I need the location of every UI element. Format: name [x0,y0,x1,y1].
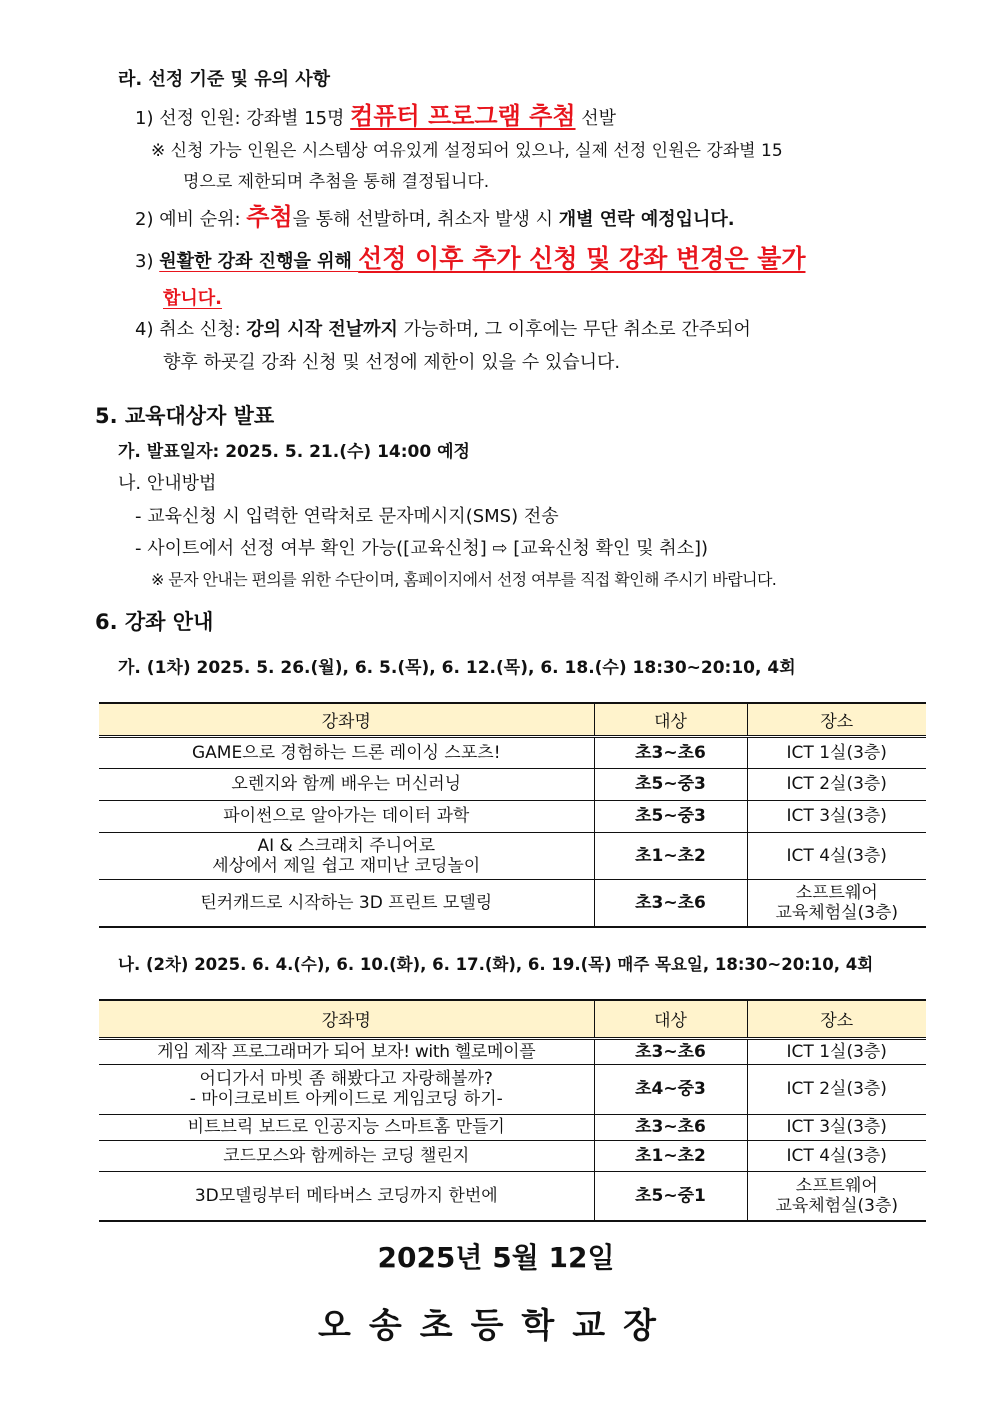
announce-date: 가. 발표일자: 2025. 5. 21.(수) 14:00 예정 [118,442,470,462]
course-name: 게임 제작 프로그래머가 되어 보자! with 헬로메이플 [99,1038,594,1064]
course-target: 초4~중3 [594,1064,747,1114]
item-2-prefix: 2) 예비 순위: [135,209,247,230]
session-1-title: 가. (1차) 2025. 5. 26.(월), 6. 5.(목), 6. 12.(목), 6. 18.(수) 18:30~20:10, 4회 [118,658,796,678]
course-target: 초1~초2 [594,1140,747,1171]
item-3-highlight: 선정 이후 추가 신청 및 강좌 변경은 불가 [358,244,806,273]
course-name-line2: 세상에서 제일 쉽고 재미난 코딩놀이 [212,855,481,876]
course-name-line1: AI & 스크래치 주니어로 [257,835,435,856]
course-place: ICT 3실(3층) [747,800,926,832]
note-1-line1: ※ 신청 가능 인원은 시스템상 여유있게 설정되어 있으나, 실제 선정 인원은 강좌별 15 [151,141,783,161]
table-row [99,1171,926,1221]
table-row [99,1038,926,1064]
course-place [747,879,926,927]
item-2-bold: 개별 연락 예정입니다. [558,209,735,230]
item-4-bold: 강의 시작 전날까지 [246,319,398,340]
table-row [99,800,926,832]
header-course-name: 강좌명 [99,1000,594,1038]
course-name: 틴커캐드로 시작하는 3D 프린트 모델링 [99,879,594,927]
section-6-title: 6. 강좌 안내 [95,610,214,634]
item-1 [135,104,616,131]
session-2-table [99,999,926,1222]
course-place-line1: 소프트웨어 [795,882,878,903]
item-2-middle: 을 통해 선발하며, 취소자 발생 시 [292,209,559,230]
item-1-suffix: 선발 [575,108,617,129]
header-course-name: 강좌명 [99,703,594,736]
course-place: ICT 4실(3층) [747,832,926,879]
course-place: ICT 4실(3층) [747,1140,926,1171]
course-target: 초3~초6 [594,736,747,768]
table-row [99,832,926,879]
course-target: 초3~초6 [594,1114,747,1140]
table-row [99,1140,926,1171]
table-header-row [99,1000,926,1038]
course-name [99,832,594,879]
item-3 [135,244,806,274]
course-name: 오렌지와 함께 배우는 머신러닝 [99,768,594,800]
course-target: 초1~초2 [594,832,747,879]
item-4-line2: 향후 하굣길 강좌 신청 및 선정에 제한이 있을 수 있습니다. [163,352,621,373]
course-place: ICT 2실(3층) [747,768,926,800]
section-la-title: 라. 선정 기준 및 유의 사항 [118,69,331,90]
course-name-line2: - 마이크로비트 아케이드로 게임코딩 하기- [189,1089,503,1109]
item-4 [135,318,751,342]
section-5-title: 5. 교육대상자 발표 [95,404,275,428]
course-place: ICT 3실(3층) [747,1114,926,1140]
course-target: 초3~초6 [594,1038,747,1064]
notice-note: ※ 문자 안내는 편의를 위한 수단이며, 홈페이지에서 선정 여부를 직접 확인해 주시기 바랍니다. [151,570,777,589]
notice-bullet-sms: - 교육신청 시 입력한 연락처로 문자메시지(SMS) 전송 [135,506,559,527]
item-2-highlight: 추첨 [246,203,293,231]
course-target: 초5~중3 [594,800,747,832]
table-row [99,879,926,927]
notice-method-title: 나. 안내방법 [118,473,217,494]
principal-signature: 오송초등학교장 [318,1306,674,1346]
course-place-line1: 소프트웨어 [795,1175,878,1196]
course-name: 비트브릭 보드로 인공지능 스마트홈 만들기 [99,1114,594,1140]
header-target: 대상 [594,703,747,736]
notice-bullet-site: - 사이트에서 선정 여부 확인 가능([교육신청] ⇨ [교육신청 확인 및 취소]) [135,538,709,559]
header-place: 장소 [747,1000,926,1038]
course-target: 초3~초6 [594,879,747,927]
table-row [99,736,926,768]
course-name: 파이썬으로 알아가는 데이터 과학 [99,800,594,832]
table-row [99,768,926,800]
course-place: ICT 1실(3층) [747,1038,926,1064]
course-place-line2: 교육체험실(3층) [775,1195,899,1216]
item-1-prefix: 1) 선정 인원: 강좌별 15명 [135,108,351,129]
course-name: GAME으로 경험하는 드론 레이싱 스포츠! [99,736,594,768]
course-name: 코드모스와 함께하는 코딩 챌린지 [99,1140,594,1171]
item-2 [135,205,735,232]
session-1-table [99,702,926,928]
course-place [747,1171,926,1221]
header-target: 대상 [594,1000,747,1038]
course-name [99,1064,594,1114]
table-row [99,1114,926,1140]
header-place: 장소 [747,703,926,736]
table-header-row [99,703,926,736]
session-2-title: 나. (2차) 2025. 6. 4.(수), 6. 10.(화), 6. 17.(화), 6. 19.(목) 매주 목요일, 18:30~20:10, 4회 [118,955,874,974]
item-4-prefix: 4) 취소 신청: [135,319,247,340]
course-place-line2: 교육체험실(3층) [775,902,899,923]
item-3-tail: 합니다. [163,288,223,309]
item-3-bold: 원활한 강좌 진행을 위해 [159,251,359,272]
course-target: 초5~중3 [594,768,747,800]
course-name-line1: 어디가서 마빗 좀 해봤다고 자랑해볼까? [199,1069,493,1089]
table-row [99,1064,926,1114]
item-1-highlight: 컴퓨터 프로그램 추첨 [350,102,576,130]
course-target: 초5~중1 [594,1171,747,1221]
note-1-line2: 명으로 제한되며 추첨을 통해 결정됩니다. [183,172,490,192]
document-date: 2025년 5월 12일 [377,1241,615,1274]
course-place: ICT 1실(3층) [747,736,926,768]
course-place: ICT 2실(3층) [747,1064,926,1114]
course-name: 3D모델링부터 메타버스 코딩까지 한번에 [99,1171,594,1221]
item-4-suffix: 가능하며, 그 이후에는 무단 취소로 간주되어 [397,319,751,340]
item-3-num: 3) [135,251,160,272]
